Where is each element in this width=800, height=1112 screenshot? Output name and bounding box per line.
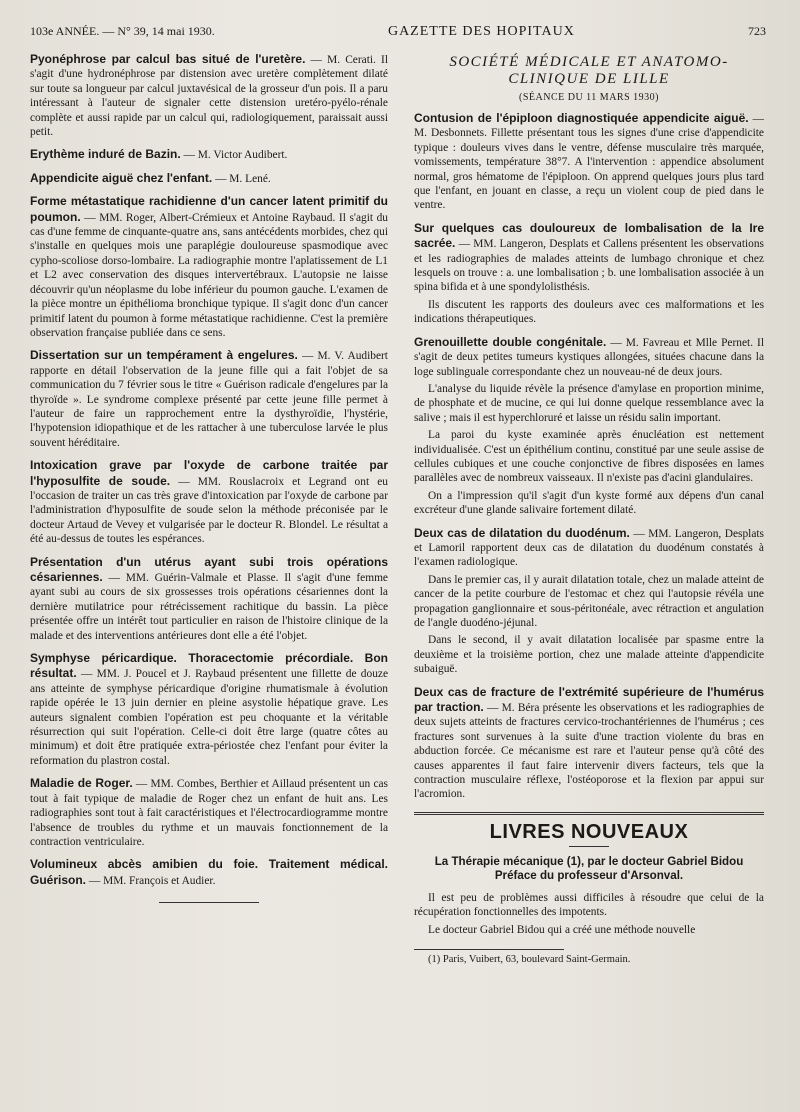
running-header — [30, 18, 766, 44]
section-divider — [414, 812, 764, 815]
communication-entry — [414, 298, 764, 327]
entry-text: Dans le premier cas, il y aurait dilatation totale, chez un malade atteint de cancer de la petite courbure de l'estomac et chez qui l'autopsie révéla une propagation ganglionnaire et sous-péritonéale, avec rétraction et angulation de l'angle duodéno-jéjunal. — [414, 573, 764, 629]
entry-text: On a l'impression qu'il s'agit d'un kyste formé aux dépens d'un canal excréteur d'une glande salivaire fortement dilaté. — [414, 489, 764, 517]
entry-title: Contusion de l'épiploon diagnostiquée appendicite aiguë. — [414, 111, 749, 125]
review-paragraph-1: Il est peu de problèmes aussi difficiles à résoudre que celui de la récupération fonctionnelles des impotents. — [414, 891, 764, 919]
entry-text: — M. Favreau et Mlle Pernet. Il s'agit de deux petites tumeurs kystiques allongées, situées chacune dans la loge sublinguale correspondante chez un nouveau-né de deux jours. — [414, 336, 764, 378]
entry-title: Maladie de Roger. — [30, 776, 133, 791]
entry-title: Forme métastatique rachidienne d'un cancer latent primitif du poumon. — [30, 194, 388, 224]
entry-title: Intoxication grave par l'oxyde de carbone traitée par l'hyposulfite de soude. — [30, 458, 388, 488]
entry-text: — M. Lené. — [212, 172, 271, 185]
entry-text: — MM. Langeron, Desplats et Callens présentent les observations et les radiographies de malades atteints de lumbago chronique et chez lesquels on trouve : a. une lombalisation ; b. une lombalisation associée à un spina bifida et à une spondylolisthésis. — [414, 238, 764, 294]
entry-text: L'analyse du liquide révèle la présence d'amylase en proportion minime, de phosphate et de mucine, ce qui lui donne quelque ressemblance avec la salive ; mais il est hyperchloruré et laisse un résidu salin important. — [414, 382, 764, 424]
footnote-rule — [414, 949, 564, 950]
session-date: (SÉANCE DU 11 MARS 1930) — [519, 92, 659, 103]
entry-text: — M. Victor Audibert. — [180, 149, 288, 162]
communication-entry — [414, 335, 764, 379]
communication-entry — [30, 458, 388, 546]
communication-entry — [414, 221, 764, 295]
entry-text: — M. Desbonnets. Fillette présentant tous les signes d'une crise d'appendicite typique : douleurs vives dans le ventre, défense musculaire très marquée, vomissements, température 38°7. A l'intervention : appendice absolument normal, gros hématome de l'épiploon. On apprend quelques jours plus tard que l'enfant, en jouant en classe, a reçu un violent coup de pied dans le ventre. — [414, 113, 764, 212]
review-paragraph-2: Le docteur Gabriel Bidou qui a créé une méthode nouvelle — [428, 923, 696, 936]
entry-text: — MM. Guérin-Valmale et Plasse. Il s'agit d'une femme ayant subi au cours de six grossesses trois opérations césariennes dont la dernière mutilatrice pour rétrécissement rachitique du bassin. La pièce présentée offre un intérêt tout particulier en raison de l'histoire clinique de la malade et des interventions antérieures dont elle a été l'objet. — [30, 572, 388, 642]
column-end-rule — [159, 902, 259, 903]
entry-text: — MM. François et Audier. — [86, 874, 216, 887]
communication-entry — [30, 52, 388, 139]
entry-text: — MM. J. Poucel et J. Raybaud présentent une fillette de douze ans atteinte de symphyse péricardique d'origine rhumatismale à évolution rapide opérée le 13 juin dernier en pleine asystolie hépatique grave. Les auteurs signalent combien l'opération est peu choquante et la véritable résurrection qui suit l'opération. Celle-ci doit être large (quatre côtes au minimum) et doit être pratiquée extra-périostée chez l'enfant pour éviter la reformation du plastron costal. — [30, 668, 388, 767]
entry-text: Dans le second, il y avait dilatation localisée par spasme entre la deuxième et la troisième portion, chez une malade atteinte d'appendicite subaiguë. — [414, 634, 764, 676]
entry-title: Grenouillette double congénitale. — [414, 334, 607, 349]
entry-title: Erythème induré de Bazin. — [30, 147, 181, 162]
right-column — [414, 52, 764, 965]
livres-heading: LIVRES NOUVEAUX — [489, 820, 689, 843]
entry-title: Sur quelques cas douloureux de lombalisation de la Ire sacrée. — [414, 220, 764, 251]
communication-entry — [30, 171, 388, 186]
entry-text: — M. Cerati. Il s'agit d'une hydronéphrose par distension avec uretère complètement dilaté sur toute sa longueur par calcul juxtavésical de la grosseur d'un pois. Il a paru intéressant à l'auteur de signaler cette distension uretéro-pyélo-rénale complète et aussi rapide par un calcul qui, radiologiquement, paraissait aussi petit. — [30, 54, 388, 139]
communication-entry — [30, 857, 388, 888]
communication-entry — [30, 194, 388, 340]
entry-title: Présentation d'un utérus ayant subi trois opérations césariennes. — [30, 554, 388, 584]
communication-entry — [414, 111, 764, 213]
issue-info: 103e ANNÉE. — N° 39, 14 mai 1930. — [30, 24, 215, 38]
entry-text: — MM. Langeron, Desplats et Lamoril rapportent deux cas de dilatation du duodénum constatés à l'examen radiologique. — [414, 527, 764, 569]
communication-entry — [414, 573, 764, 631]
communication-entry — [30, 651, 388, 768]
communication-entry — [414, 526, 764, 570]
entry-title: Dissertation sur un tempérament à engelures. — [30, 348, 298, 363]
communication-entry — [30, 147, 388, 162]
society-title: SOCIÉTÉ MÉDICALE ET ANATOMO-CLINIQUE DE LILLE — [449, 54, 729, 87]
book-line-2: Préface du professeur d'Arsonval. — [494, 868, 684, 882]
entry-text: — MM. Combes, Berthier et Aillaud présentent un cas tout à fait typique de maladie de Roger chez un enfant de huit ans. Les radiographies sont tout à fait caractéristiques et l'électrocardiogramme montre l'absence de troubles du rythme et un mauvais fonctionnement de la contraction ventriculaire. — [30, 778, 388, 848]
communication-entry — [414, 489, 764, 518]
page-number: 723 — [747, 24, 766, 38]
entry-text: La paroi du kyste examinée après énucléation est nettement individualisée. C'est un épithélium continu, constitué par une seule assise de cellules cubiques et une couche conjonctive de fibres disposées en lames parallèles avec de nombreux vaisseaux. Il n'existe pas d'acini glandulaires. — [414, 429, 764, 485]
communication-entry — [414, 685, 764, 802]
entry-text: — M. Béra présente les observations et les radiographies de deux sujets atteints de fractures cervico-trochantériennes de l'humérus ; ces fractures sont survenues à la suite d'une traction violente du bras en abduction forcée. Ce mécanisme est rare et l'auteur pense qu'à côté des causes apparentes il faut faire intervenir divers facteurs, tels que la contraction musculaire réflexe, l'ostéoporose et la flexion par appui sur l'acromion. — [414, 702, 764, 801]
communication-entry — [30, 555, 388, 643]
journal-title: GAZETTE DES HOPITAUX — [387, 24, 575, 39]
entry-title: Appendicite aiguë chez l'enfant. — [30, 170, 213, 185]
entry-title: Pyonéphrose par calcul bas situé de l'uretère. — [30, 52, 306, 66]
left-column — [30, 52, 388, 965]
entry-title: Symphyse péricardique. Thoracectomie précordiale. Bon résultat. — [30, 651, 388, 681]
entry-title: Deux cas de dilatation du duodénum. — [414, 525, 630, 540]
communication-entry — [414, 382, 764, 425]
society-entries — [414, 111, 764, 802]
entry-text: — MM. Roger, Albert-Crémieux et Antoine Raybaud. Il s'agit du cas d'une femme de cinquante-quatre ans, sans antécédents morbides, chez qui s'installe en quelques mois une paraplégie douloureuse spasmodique avec cypho-scoliose dorso-lombaire. La radiographie montre l'aplatissement de L1 et L2 avec conservation des disques intervertébraux. L'autopsie ne laisse découvrir qu'un néoplasme du lobe inférieur du poumon gauche. L'examen de la pièce montre un épithélioma bronchique typique. Il s'agit donc d'un cancer primitif latent du poumon à forme métastatique rachidienne. C'est la première observation française publiée dans ce sens. — [30, 211, 388, 339]
communication-entry — [30, 348, 388, 450]
communication-entry — [414, 428, 764, 486]
communication-entry — [30, 776, 388, 849]
entry-text: — M. V. Audibert rapporte en détail l'observation de la jeune fille qui a fait l'objet de sa communication du 7 février sous le titre « Guérison radicale d'engelures par la thyroïde ». Le syndrome complexe présenté par cette jeune fille permet à l'auteur de faire un rapprochement entre la dysthyroïdie, l'hystérie, l'hypotension idiopathique et de les rattacher à une tuberculose larvée le plus souvent héréditaire. — [30, 350, 388, 449]
heading-rule — [569, 846, 609, 847]
two-column-body — [30, 52, 766, 965]
book-line-1: La Thérapie mécanique (1), par le docteur Gabriel Bidou — [434, 854, 744, 868]
book-citation — [414, 855, 764, 883]
footnote: (1) Paris, Vuibert, 63, boulevard Saint-Germain. — [428, 954, 631, 966]
entry-text: Ils discutent les rapports des douleurs avec ces malformations et les indications thérapeutiques. — [414, 298, 764, 326]
entry-title: Volumineux abcès amibien du foie. Traitement médical. Guérison. — [30, 857, 388, 887]
entry-text: — MM. Rouslacroix et Legrand ont eu l'occasion de traiter un cas très grave d'intoxication par l'oxyde de carbone par l'administration d'hyposulfite de soude selon la méthode préconisée par le docteur Artaud de Vevey et vulgarisée par le docteur R. Blondel. Le résultat a été au-dessus de toutes les espérances. — [30, 475, 388, 546]
communication-entry — [414, 633, 764, 676]
entry-title: Deux cas de fracture de l'extrémité supérieure de l'humérus par traction. — [414, 684, 764, 715]
